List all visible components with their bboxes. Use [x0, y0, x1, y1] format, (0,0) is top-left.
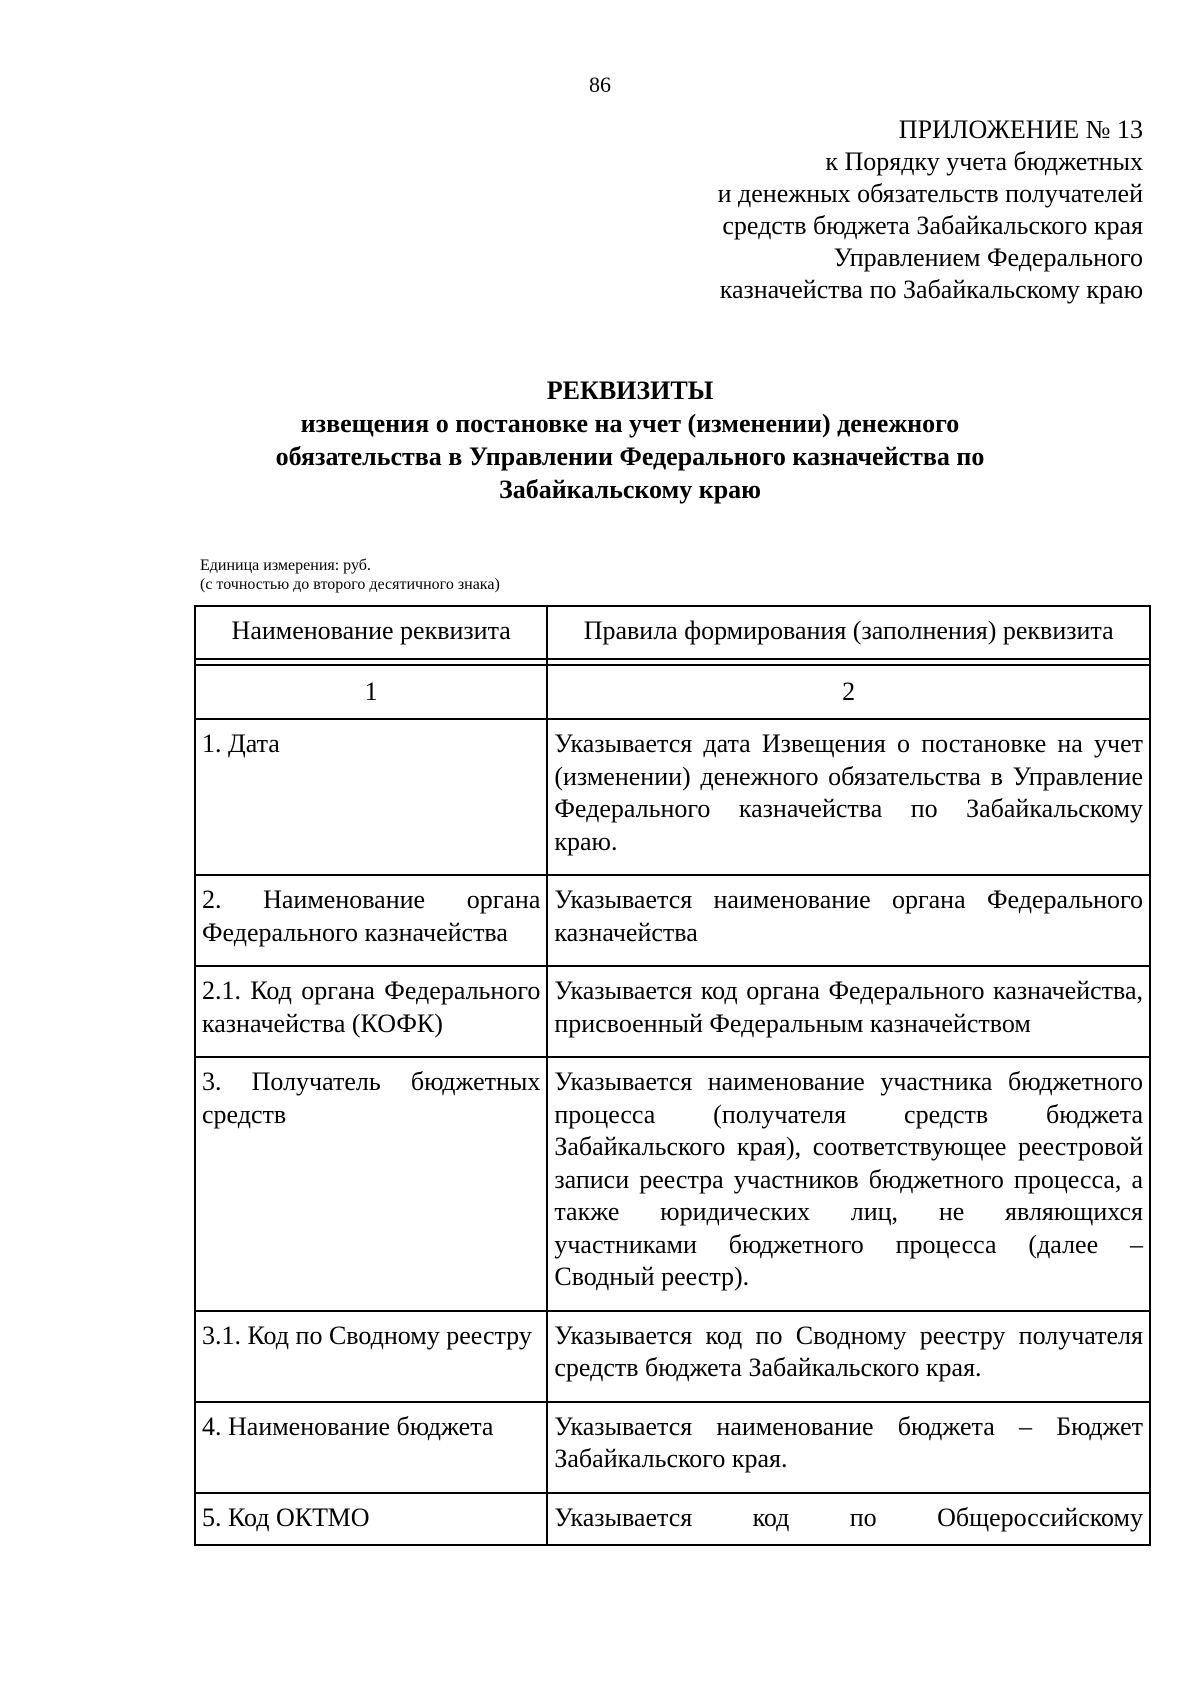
appendix-block [718, 114, 1143, 306]
requisite-name: 2. Наименование органа Федерального казначейства [195, 875, 547, 966]
requisite-name: 3. Получатель бюджетных средств [195, 1057, 547, 1311]
document-title [180, 374, 1080, 506]
table-row [195, 1311, 1150, 1402]
requisites-table [194, 605, 1151, 1546]
table-row [195, 875, 1150, 966]
requisite-rule: Указывается код по Сводному реестру получателя средств бюджета Забайкальского края. [547, 1311, 1150, 1402]
table-row [195, 1402, 1150, 1493]
table-header-row [195, 606, 1150, 659]
appendix-line: Управлением Федерального [833, 243, 1143, 272]
table-row [195, 966, 1150, 1057]
column-number: 1 [195, 665, 547, 720]
units-precision-line: (с точностью до второго десятичного знака) [200, 576, 500, 593]
requisite-rule: Указывается наименование органа Федерального казначейства [547, 875, 1150, 966]
requisite-rule: Указывается код органа Федерального казначейства, присвоенный Федеральным казначейством [547, 966, 1150, 1057]
column-number: 2 [547, 665, 1150, 720]
table-row [195, 1057, 1150, 1311]
appendix-line: ПРИЛОЖЕНИЕ № 13 [898, 115, 1143, 144]
title-heading: РЕКВИЗИТЫ [546, 376, 714, 405]
requisite-name: 3.1. Код по Сводному реестру [195, 1311, 547, 1402]
title-line: извещения о постановке на учет (изменении) денежного [300, 409, 960, 438]
requisite-name: 5. Код ОКТМО [195, 1493, 547, 1546]
units-line: Единица измерения: руб. [200, 557, 371, 574]
requisite-rule: Указывается наименование участника бюджетного процесса (получателя средств бюджета Забайкальского края), соответствующее реестровой записи реестра участников бюджетного процесса, а также юридических лиц, не являющихся участниками бюджетного процесса (далее – Сводный реестр). [547, 1057, 1150, 1311]
requisite-name: 1. Дата [195, 719, 547, 875]
requisite-rule: Указывается код по Общероссийскому [547, 1493, 1150, 1546]
requisite-name: 2.1. Код органа Федерального казначейства (КОФК) [195, 966, 547, 1057]
appendix-line: к Порядку учета бюджетных [825, 147, 1143, 176]
appendix-line: средств бюджета Забайкальского края [722, 211, 1143, 240]
appendix-line: и денежных обязательств получателей [717, 179, 1143, 208]
title-line: обязательства в Управлении Федерального казначейства по [275, 442, 985, 471]
appendix-line: казначейства по Забайкальскому краю [719, 275, 1143, 304]
header-cell: Правила формирования (заполнения) реквизита [547, 606, 1150, 659]
requisite-rule: Указывается дата Извещения о постановке на учет (изменении) денежного обязательства в Управление Федерального казначейства по Забайкальскому краю. [547, 719, 1150, 875]
requisite-rule: Указывается наименование бюджета – Бюджет Забайкальского края. [547, 1402, 1150, 1493]
page-number: 86 [589, 72, 611, 97]
units-note [200, 556, 500, 594]
table-row [195, 1493, 1150, 1546]
header-cell: Наименование реквизита [195, 606, 547, 659]
table-row [195, 719, 1150, 875]
title-line: Забайкальскому краю [498, 475, 762, 504]
column-numbers-row [195, 665, 1150, 720]
requisite-name: 4. Наименование бюджета [195, 1402, 547, 1493]
